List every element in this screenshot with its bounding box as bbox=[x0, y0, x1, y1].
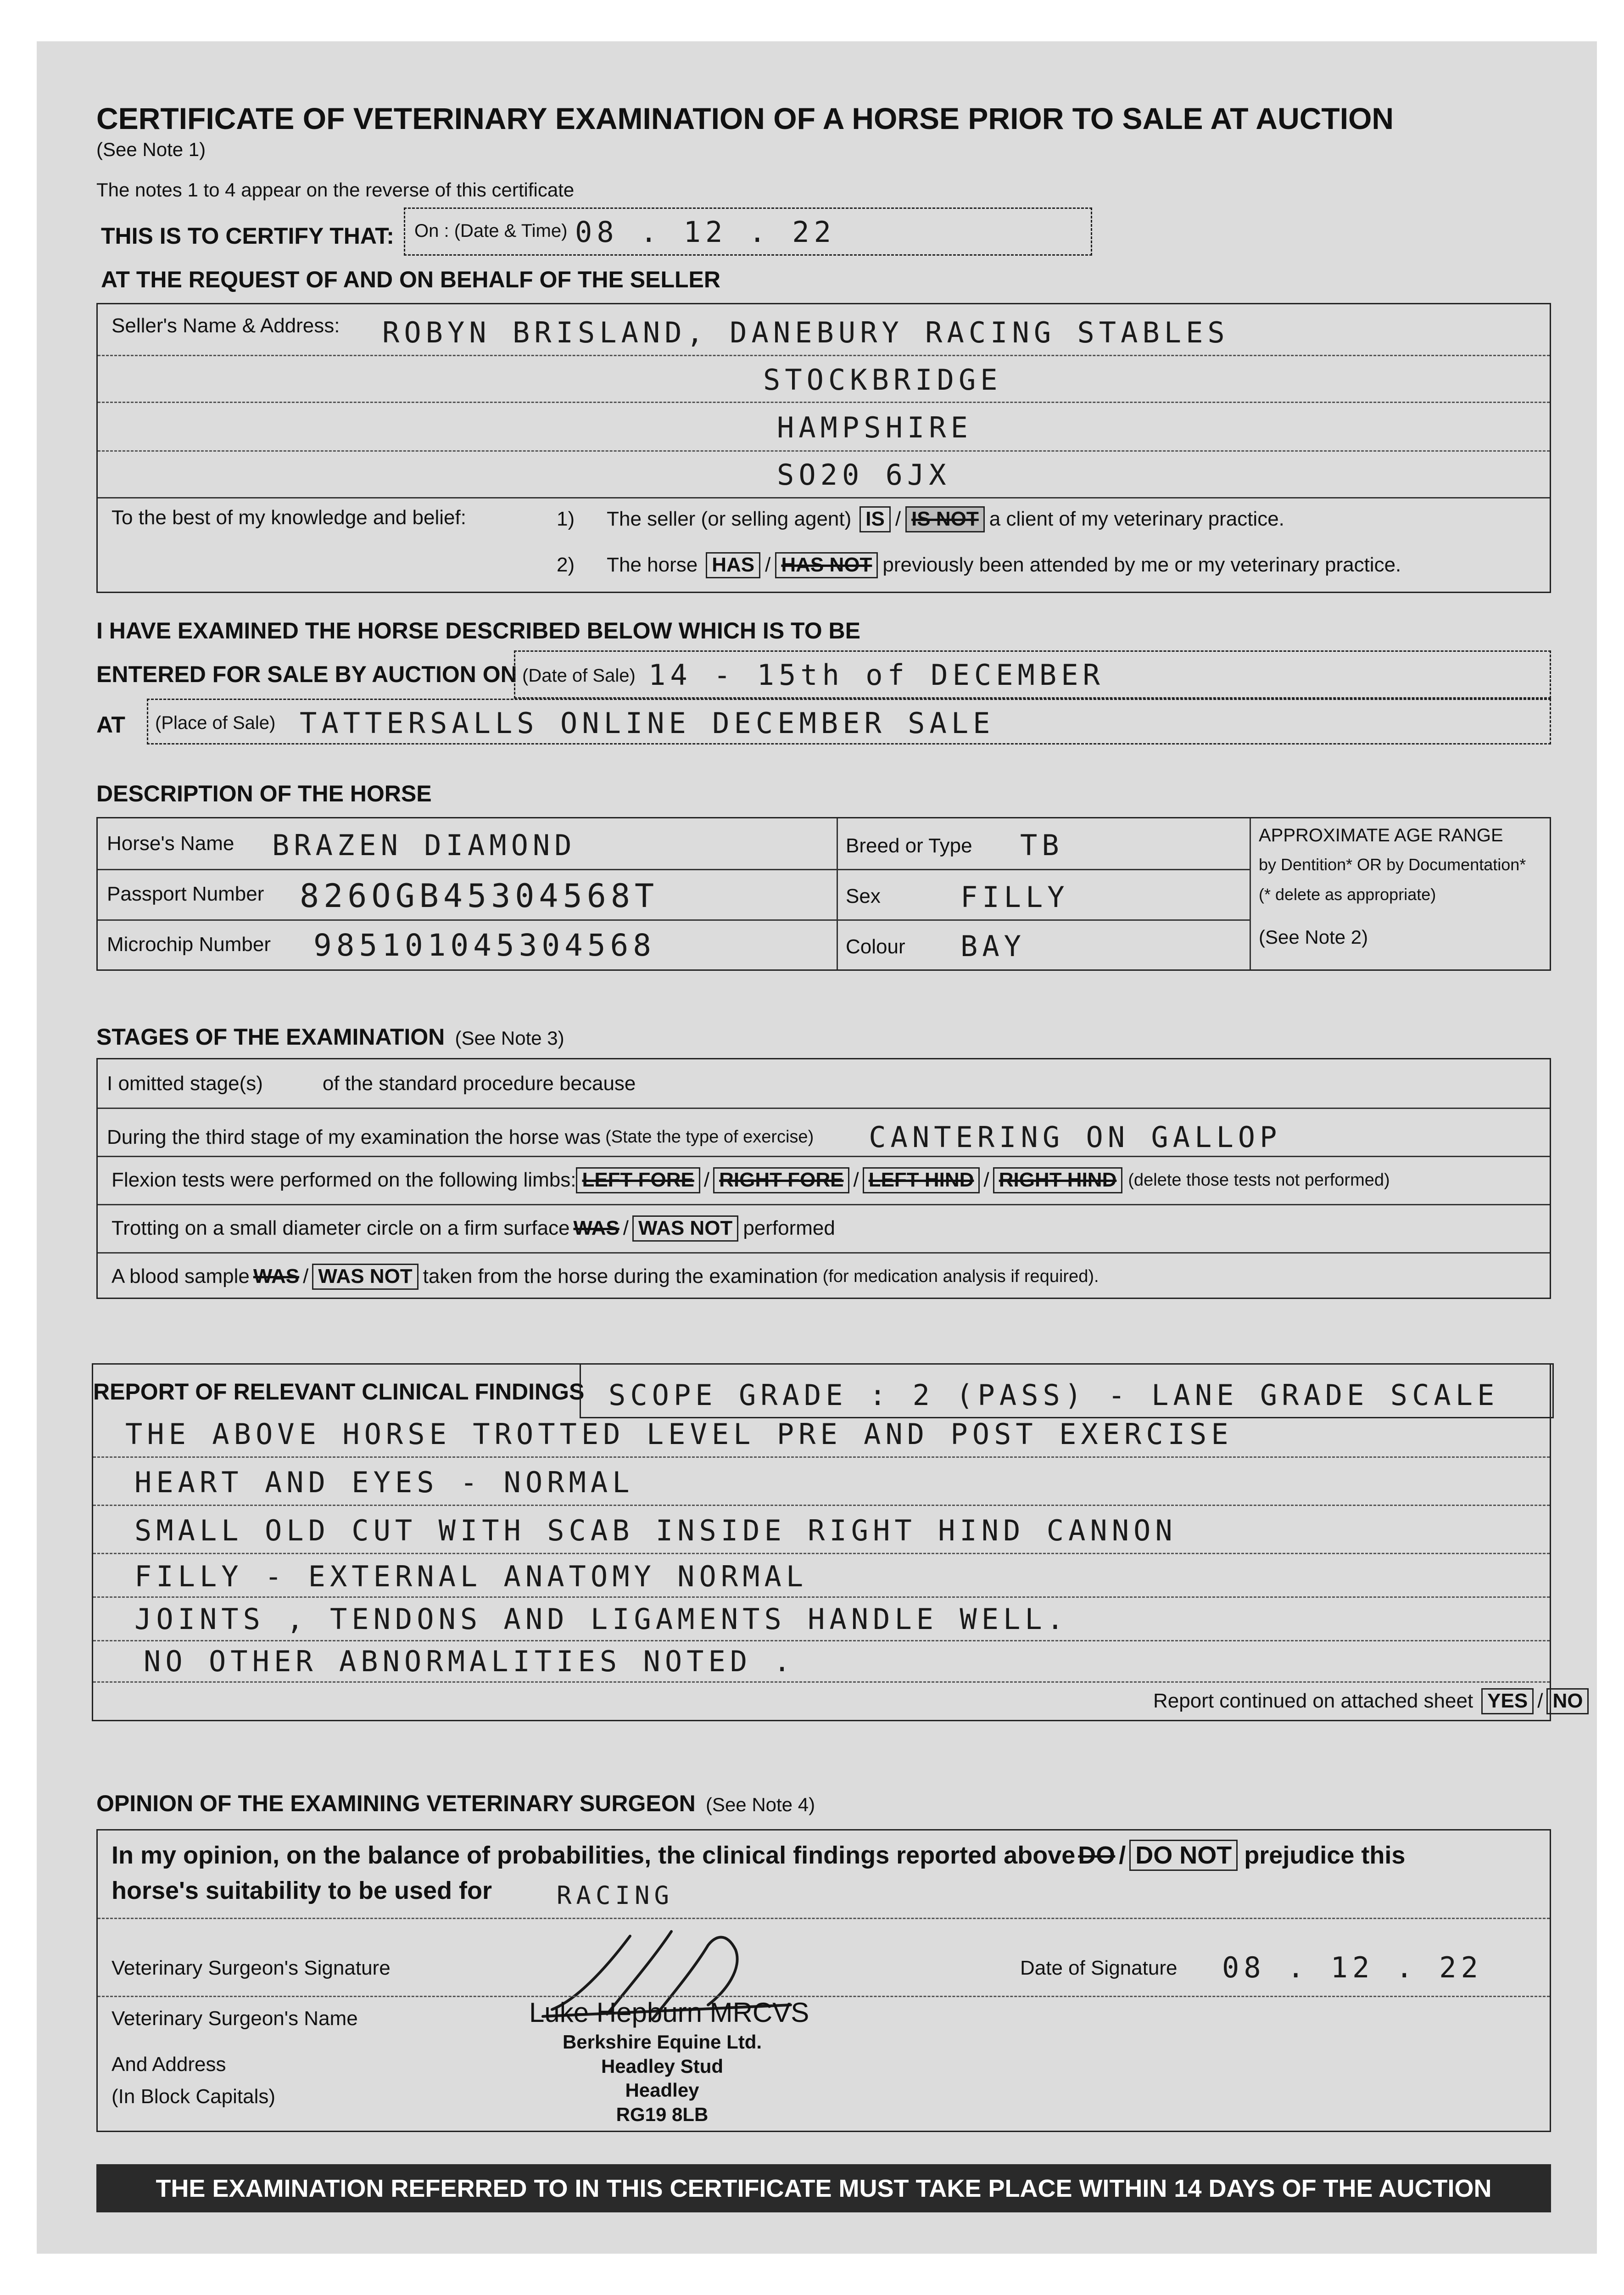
omitted-label: I omitted stage(s) bbox=[107, 1072, 263, 1095]
third-stage-value: CANTERING ON GALLOP bbox=[869, 1120, 1282, 1154]
row-divider bbox=[98, 1204, 1550, 1205]
request-label: AT THE REQUEST OF AND ON BEHALF OF THE SELLER bbox=[101, 267, 720, 292]
seller-line-2: STOCKBRIDGE bbox=[763, 363, 1002, 397]
opinion-do-not-option[interactable]: DO NOT bbox=[1129, 1840, 1238, 1871]
report-line-4: FILLY - EXTERNAL ANATOMY NORMAL bbox=[134, 1560, 808, 1593]
at-label: AT bbox=[96, 712, 125, 738]
seller-postcode: SO20 6JX bbox=[777, 458, 951, 492]
belief-1-number: 1) bbox=[557, 508, 575, 531]
blood-was-option[interactable]: WAS bbox=[253, 1265, 300, 1288]
belief-1-text: The seller (or selling agent) bbox=[607, 508, 852, 531]
microchip-value: 985101045304568 bbox=[313, 928, 656, 963]
seller-line-3: HAMPSHIRE bbox=[777, 411, 972, 444]
passport-value: 826OGB45304568T bbox=[300, 877, 659, 915]
belief-2-text: The horse bbox=[607, 554, 698, 577]
description-heading: DESCRIPTION OF THE HORSE bbox=[96, 781, 432, 806]
separator: / bbox=[623, 1217, 629, 1240]
flexion-hint: (delete those tests not performed) bbox=[1128, 1170, 1390, 1190]
opinion-note: (See Note 4) bbox=[705, 1794, 815, 1815]
sale-date-value: 14 - 15th of DECEMBER bbox=[648, 658, 1105, 692]
stages-note: (See Note 3) bbox=[455, 1027, 564, 1049]
seller-divider bbox=[98, 450, 1550, 452]
row-divider bbox=[98, 1108, 1550, 1109]
stamp-line: Berkshire Equine Ltd. bbox=[562, 2031, 762, 2053]
report-first-line-box bbox=[580, 1363, 1554, 1418]
opinion-heading: OPINION OF THE EXAMINING VETERINARY SURGEON bbox=[96, 1791, 696, 1816]
breed-value: TB bbox=[1020, 828, 1064, 862]
surgeon-name-label: Veterinary Surgeon's Name bbox=[112, 2007, 358, 2030]
stamp-line: Headley Stud bbox=[601, 2055, 724, 2077]
blood-sample-row bbox=[112, 1264, 1550, 1290]
see-note-1: (See Note 1) bbox=[96, 139, 206, 160]
separator: / bbox=[703, 1169, 710, 1192]
sale-place-field[interactable] bbox=[147, 699, 1551, 744]
opinion-text-3: horse's suitability to be used for bbox=[112, 1877, 492, 1904]
blood-was-not-option[interactable]: WAS NOT bbox=[312, 1264, 418, 1290]
flexion-label: Flexion tests were performed on the following limbs: bbox=[112, 1169, 576, 1192]
horse-name-value: BRAZEN DIAMOND bbox=[272, 828, 576, 862]
exam-date-field[interactable] bbox=[404, 207, 1092, 256]
certificate-paper bbox=[37, 41, 1597, 2254]
seller-divider bbox=[98, 355, 1550, 356]
separator: / bbox=[1537, 1690, 1543, 1713]
opinion-statement bbox=[112, 1840, 1550, 1871]
third-stage-label: During the third stage of my examination the horse was bbox=[107, 1125, 601, 1148]
opinion-section bbox=[96, 1829, 1551, 2132]
report-rule bbox=[93, 1505, 1550, 1506]
seller-section bbox=[96, 303, 1551, 593]
attended-has-not-option[interactable]: HAS NOT bbox=[775, 552, 878, 578]
opinion-heading-row bbox=[96, 1790, 815, 1817]
seller-divider bbox=[98, 402, 1550, 403]
report-heading: REPORT OF RELEVANT CLINICAL FINDINGS bbox=[93, 1379, 585, 1405]
separator: / bbox=[983, 1169, 989, 1192]
footer-banner bbox=[96, 2164, 1551, 2212]
opinion-do-option[interactable]: DO bbox=[1078, 1842, 1116, 1870]
report-line-2: HEART AND EYES - NORMAL bbox=[134, 1466, 634, 1499]
stages-table bbox=[96, 1058, 1551, 1299]
report-section bbox=[92, 1363, 1583, 1721]
date-of-signature-value: 08 . 12 . 22 bbox=[1222, 1951, 1483, 1984]
examined-label: I HAVE EXAMINED THE HORSE DESCRIBED BELOW WHICH IS TO BE bbox=[96, 618, 860, 644]
stages-heading: STAGES OF THE EXAMINATION bbox=[96, 1024, 445, 1050]
trotting-row bbox=[112, 1215, 1550, 1242]
surgeon-name-value: Luke Hepburn MRCVS bbox=[529, 1997, 809, 2028]
blood-sample-tail: taken from the horse during the examination bbox=[423, 1265, 818, 1288]
intended-use-value: RACING bbox=[557, 1881, 674, 1910]
blood-sample-label: A blood sample bbox=[112, 1265, 250, 1288]
separator: / bbox=[895, 508, 901, 531]
continued-yes-option[interactable]: YES bbox=[1481, 1688, 1534, 1714]
belief-statement-1 bbox=[557, 506, 1550, 532]
report-line-6: NO OTHER ABNORMALITIES NOTED . bbox=[144, 1645, 795, 1678]
col-divider bbox=[1250, 818, 1251, 969]
report-line-3: SMALL OLD CUT WITH SCAB INSIDE RIGHT HIND CANNON bbox=[134, 1514, 1177, 1547]
footer-banner-text: THE EXAMINATION REFERRED TO IN THIS CERTIFICATE MUST TAKE PLACE WITHIN 14 DAYS OF THE AUCTION bbox=[156, 2174, 1492, 2202]
date-of-signature-label: Date of Signature bbox=[1020, 1957, 1178, 1979]
flexion-left-hind[interactable]: LEFT HIND bbox=[863, 1167, 980, 1193]
report-line-1: THE ABOVE HORSE TROTTED LEVEL PRE AND POST EXERCISE bbox=[125, 1417, 1233, 1451]
seller-label: Seller's Name & Address: bbox=[112, 314, 340, 337]
trotting-was-not-option[interactable]: WAS NOT bbox=[632, 1215, 738, 1242]
belief-1-tail: a client of my veterinary practice. bbox=[989, 508, 1284, 531]
sex-value: FILLY bbox=[960, 880, 1069, 914]
colour-value: BAY bbox=[960, 929, 1026, 963]
report-rule bbox=[93, 1681, 1550, 1683]
report-rule bbox=[93, 1640, 1550, 1641]
opinion-rule bbox=[98, 1996, 1550, 1997]
omitted-because: of the standard procedure because bbox=[322, 1072, 636, 1095]
report-line-5: JOINTS , TENDONS AND LIGAMENTS HANDLE WELL. bbox=[134, 1602, 1069, 1636]
blood-sample-hint: (for medication analysis if required). bbox=[822, 1266, 1099, 1286]
breed-label: Breed or Type bbox=[846, 834, 972, 857]
practice-stamp bbox=[525, 2030, 800, 2127]
entered-label: ENTERED FOR SALE BY AUCTION ON bbox=[96, 661, 517, 687]
age-range-method[interactable]: by Dentition* OR by Documentation* bbox=[1259, 855, 1526, 874]
opinion-text-2: prejudice this bbox=[1244, 1842, 1406, 1870]
report-line-0: SCOPE GRADE : 2 (PASS) - LANE GRADE SCALE bbox=[608, 1378, 1499, 1412]
passport-label: Passport Number bbox=[107, 883, 264, 905]
age-range-see-note: (See Note 2) bbox=[1259, 926, 1368, 948]
separator: / bbox=[765, 554, 771, 577]
third-stage-hint: (State the type of exercise) bbox=[605, 1127, 814, 1147]
exam-date-value: 08 . 12 . 22 bbox=[575, 215, 836, 249]
continued-no-option[interactable]: NO bbox=[1546, 1688, 1589, 1714]
description-table bbox=[96, 817, 1551, 971]
flexion-left-fore[interactable]: LEFT FORE bbox=[576, 1167, 700, 1193]
notes-text: The notes 1 to 4 appear on the reverse of this certificate bbox=[96, 179, 575, 201]
stamp-line: RG19 8LB bbox=[616, 2103, 709, 2125]
belief-label: To the best of my knowledge and belief: bbox=[112, 506, 466, 529]
horse-name-label: Horse's Name bbox=[107, 832, 234, 855]
row-divider bbox=[98, 1156, 1550, 1157]
omitted-stages-row bbox=[107, 1072, 1550, 1095]
report-rule bbox=[93, 1553, 1550, 1554]
seller-line-1: ROBYN BRISLAND, DANEBURY RACING STABLES bbox=[382, 316, 1229, 349]
client-is-option[interactable]: IS bbox=[859, 506, 891, 532]
row-divider bbox=[98, 1252, 1550, 1254]
signature-label: Veterinary Surgeon's Signature bbox=[112, 1957, 391, 1979]
belief-statement-2 bbox=[557, 552, 1550, 578]
attended-has-option[interactable]: HAS bbox=[706, 552, 760, 578]
separator: / bbox=[853, 1169, 859, 1192]
colour-label: Colour bbox=[846, 935, 905, 958]
belief-2-number: 2) bbox=[557, 554, 575, 577]
trotting-label: Trotting on a small diameter circle on a firm surface bbox=[112, 1217, 570, 1240]
row-divider bbox=[98, 919, 1250, 921]
third-stage-row bbox=[107, 1120, 1550, 1154]
report-rule bbox=[93, 1456, 1550, 1458]
age-range-title: APPROXIMATE AGE RANGE bbox=[1259, 825, 1503, 845]
flexion-right-fore[interactable]: RIGHT FORE bbox=[713, 1167, 849, 1193]
sale-date-field[interactable] bbox=[514, 650, 1551, 699]
address-block-capitals: (In Block Capitals) bbox=[112, 2085, 276, 2108]
sale-date-label: (Date of Sale) bbox=[522, 666, 636, 686]
sale-place-label: (Place of Sale) bbox=[155, 713, 276, 733]
report-rule bbox=[93, 1596, 1550, 1598]
row-divider bbox=[98, 869, 1250, 870]
opinion-text-1: In my opinion, on the balance of probabilities, the clinical findings reported above bbox=[112, 1842, 1076, 1870]
sex-label: Sex bbox=[846, 885, 881, 907]
stages-heading-row bbox=[96, 1024, 564, 1050]
report-continued-row bbox=[1153, 1688, 1589, 1714]
separator: / bbox=[1119, 1842, 1126, 1870]
page-title: CERTIFICATE OF VETERINARY EXAMINATION OF A HORSE PRIOR TO SALE AT AUCTION bbox=[96, 101, 1394, 135]
belief-2-tail: previously been attended by me or my veterinary practice. bbox=[882, 554, 1401, 577]
flexion-row bbox=[112, 1167, 1550, 1193]
age-range-delete-note: (* delete as appropriate) bbox=[1259, 885, 1436, 904]
trotting-was-option[interactable]: WAS bbox=[573, 1217, 619, 1240]
col-divider bbox=[837, 818, 838, 969]
opinion-rule bbox=[98, 1918, 1550, 1919]
report-continued-label: Report continued on attached sheet bbox=[1153, 1690, 1473, 1713]
flexion-right-hind[interactable]: RIGHT HIND bbox=[993, 1167, 1123, 1193]
stamp-line: Headley bbox=[625, 2079, 699, 2101]
sale-place-value: TATTERSALLS ONLINE DECEMBER SALE bbox=[300, 706, 995, 740]
microchip-label: Microchip Number bbox=[107, 933, 271, 956]
seller-divider bbox=[98, 497, 1550, 498]
client-is-not-option[interactable]: IS NOT bbox=[905, 506, 985, 532]
separator: / bbox=[303, 1265, 309, 1288]
trotting-tail: performed bbox=[743, 1217, 835, 1240]
address-label: And Address bbox=[112, 2053, 226, 2076]
certify-label: THIS IS TO CERTIFY THAT: bbox=[101, 223, 394, 249]
exam-date-label: On : (Date & Time) bbox=[414, 221, 568, 241]
